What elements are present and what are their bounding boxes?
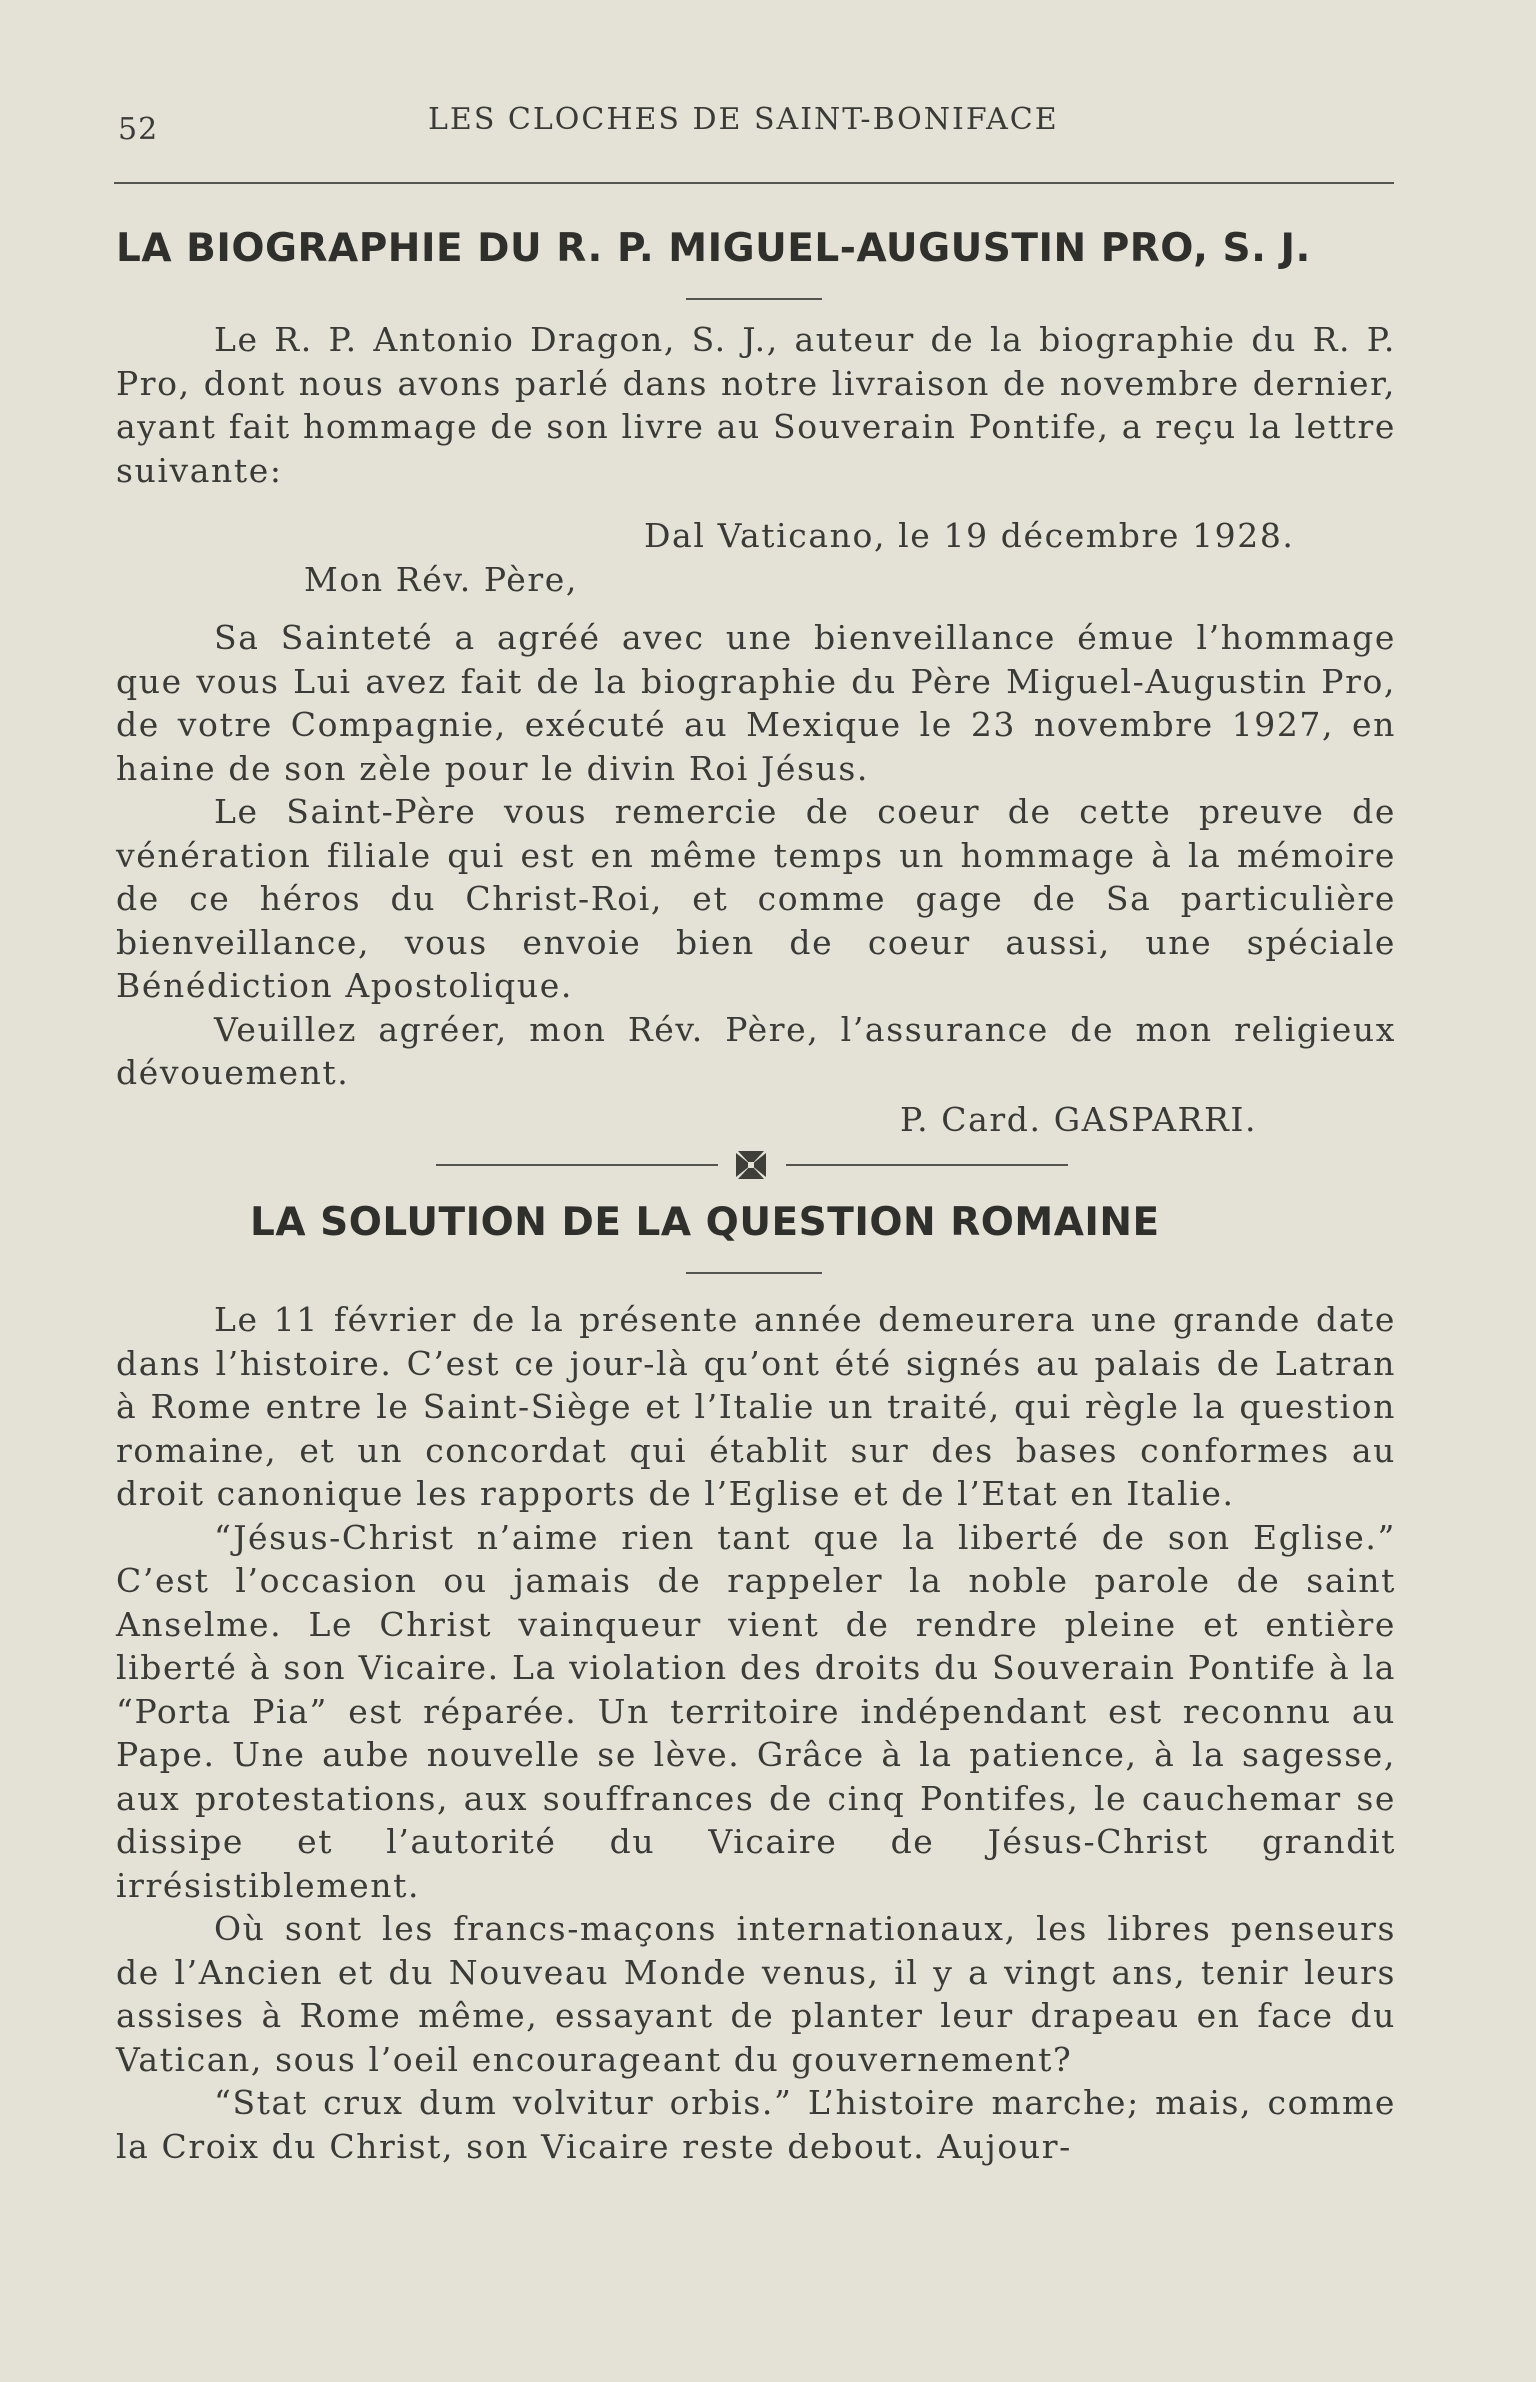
letter-paragraph: Veuillez agréer, mon Rév. Père, l’assurance de mon religieux dévouement. [116, 1009, 1396, 1092]
running-title: LES CLOCHES DE SAINT-BONIFACE [428, 102, 1059, 137]
ornament-rule-left [436, 1164, 718, 1166]
running-head [118, 100, 1392, 150]
title-underline [686, 298, 822, 300]
header-rule [114, 182, 1394, 184]
maltese-cross-icon [732, 1148, 770, 1182]
article-title-question-romaine: LA SOLUTION DE LA QUESTION ROMAINE [250, 1200, 1160, 1245]
article-body [116, 1298, 1396, 2168]
letter-signature: P. Card. GASPARRI. [900, 1100, 1258, 1139]
intro-paragraph: Le R. P. Antonio Dragon, S. J., auteur de la biographie du R. P. Pro, dont nous avons parlé dans notre livraison de novembre dernier, ayant fait hommage de son livre au Souverain Pontife, a reçu la lettre suivante: [116, 320, 1396, 490]
section-ornament [436, 1148, 1068, 1182]
article-intro [116, 318, 1396, 492]
title-underline [686, 1272, 822, 1274]
letter-salutation: Mon Rév. Père, [304, 560, 578, 599]
body-paragraph: “Jésus-Christ n’aime rien tant que la liberté de son Eglise.” C’est l’occasion ou jamais de rappeler la noble parole de saint Anselme. Le Christ vainqueur vient de rendre pleine et entière liberté à son Vicaire. La violation des droits du Souverain Pontife à la “Porta Pia” est réparée. Un territoire indépendant est reconnu au Pape. Une aube nouvelle se lève. Grâce à la patience, à la sagesse, aux protestations, aux souffrances de cinq Pontifes, le cauchemar se dissipe et l’autorité du Vicaire de Jésus-Christ grandit irrésistiblement. [116, 1517, 1396, 1905]
letter-paragraph: Sa Sainteté a agréé avec une bienveillance émue l’hommage que vous Lui avez fait de la biographie du Père Miguel-Augustin Pro, de votre Compagnie, exécuté au Mexique le 23 novembre 1927, en haine de son zèle pour le divin Roi Jésus. [116, 618, 1396, 788]
body-paragraph: Où sont les francs-maçons internationaux, les libres penseurs de l’Ancien et du Nouveau Monde venus, il y a vingt ans, tenir leurs assises à Rome même, essayant de planter leur drapeau en face du Vatican, sous l’oeil encourageant du gouvernement? [116, 1909, 1396, 2079]
letter-paragraph: Le Saint-Père vous remercie de coeur de cette preuve de vénération filiale qui est en même temps un hommage à la mémoire de ce héros du Christ-Roi, et comme gage de Sa particulière bienveillance, vous envoie bien de coeur aussi, une spéciale Bénédiction Apostolique. [116, 792, 1396, 1005]
letter-dateline: Dal Vaticano, le 19 décembre 1928. [644, 516, 1295, 555]
page-number: 52 [118, 112, 159, 147]
article-title-biographie: LA BIOGRAPHIE DU R. P. MIGUEL-AUGUSTIN PRO, S. J. [116, 226, 1311, 271]
body-paragraph: “Stat crux dum volvitur orbis.” L’histoire marche; mais, comme la Croix du Christ, son Vicaire reste debout. Aujour- [116, 2083, 1396, 2166]
letter-body [116, 616, 1396, 1095]
body-paragraph: Le 11 février de la présente année demeurera une grande date dans l’histoire. C’est ce jour-là qu’ont été signés au palais de Latran à Rome entre le Saint-Siège et l’Italie un traité, qui règle la question romaine, et un concordat qui établit sur des bases conformes au droit canonique les rapports de l’Eglise et de l’Etat en Italie. [116, 1300, 1396, 1513]
ornament-rule-right [786, 1164, 1068, 1166]
